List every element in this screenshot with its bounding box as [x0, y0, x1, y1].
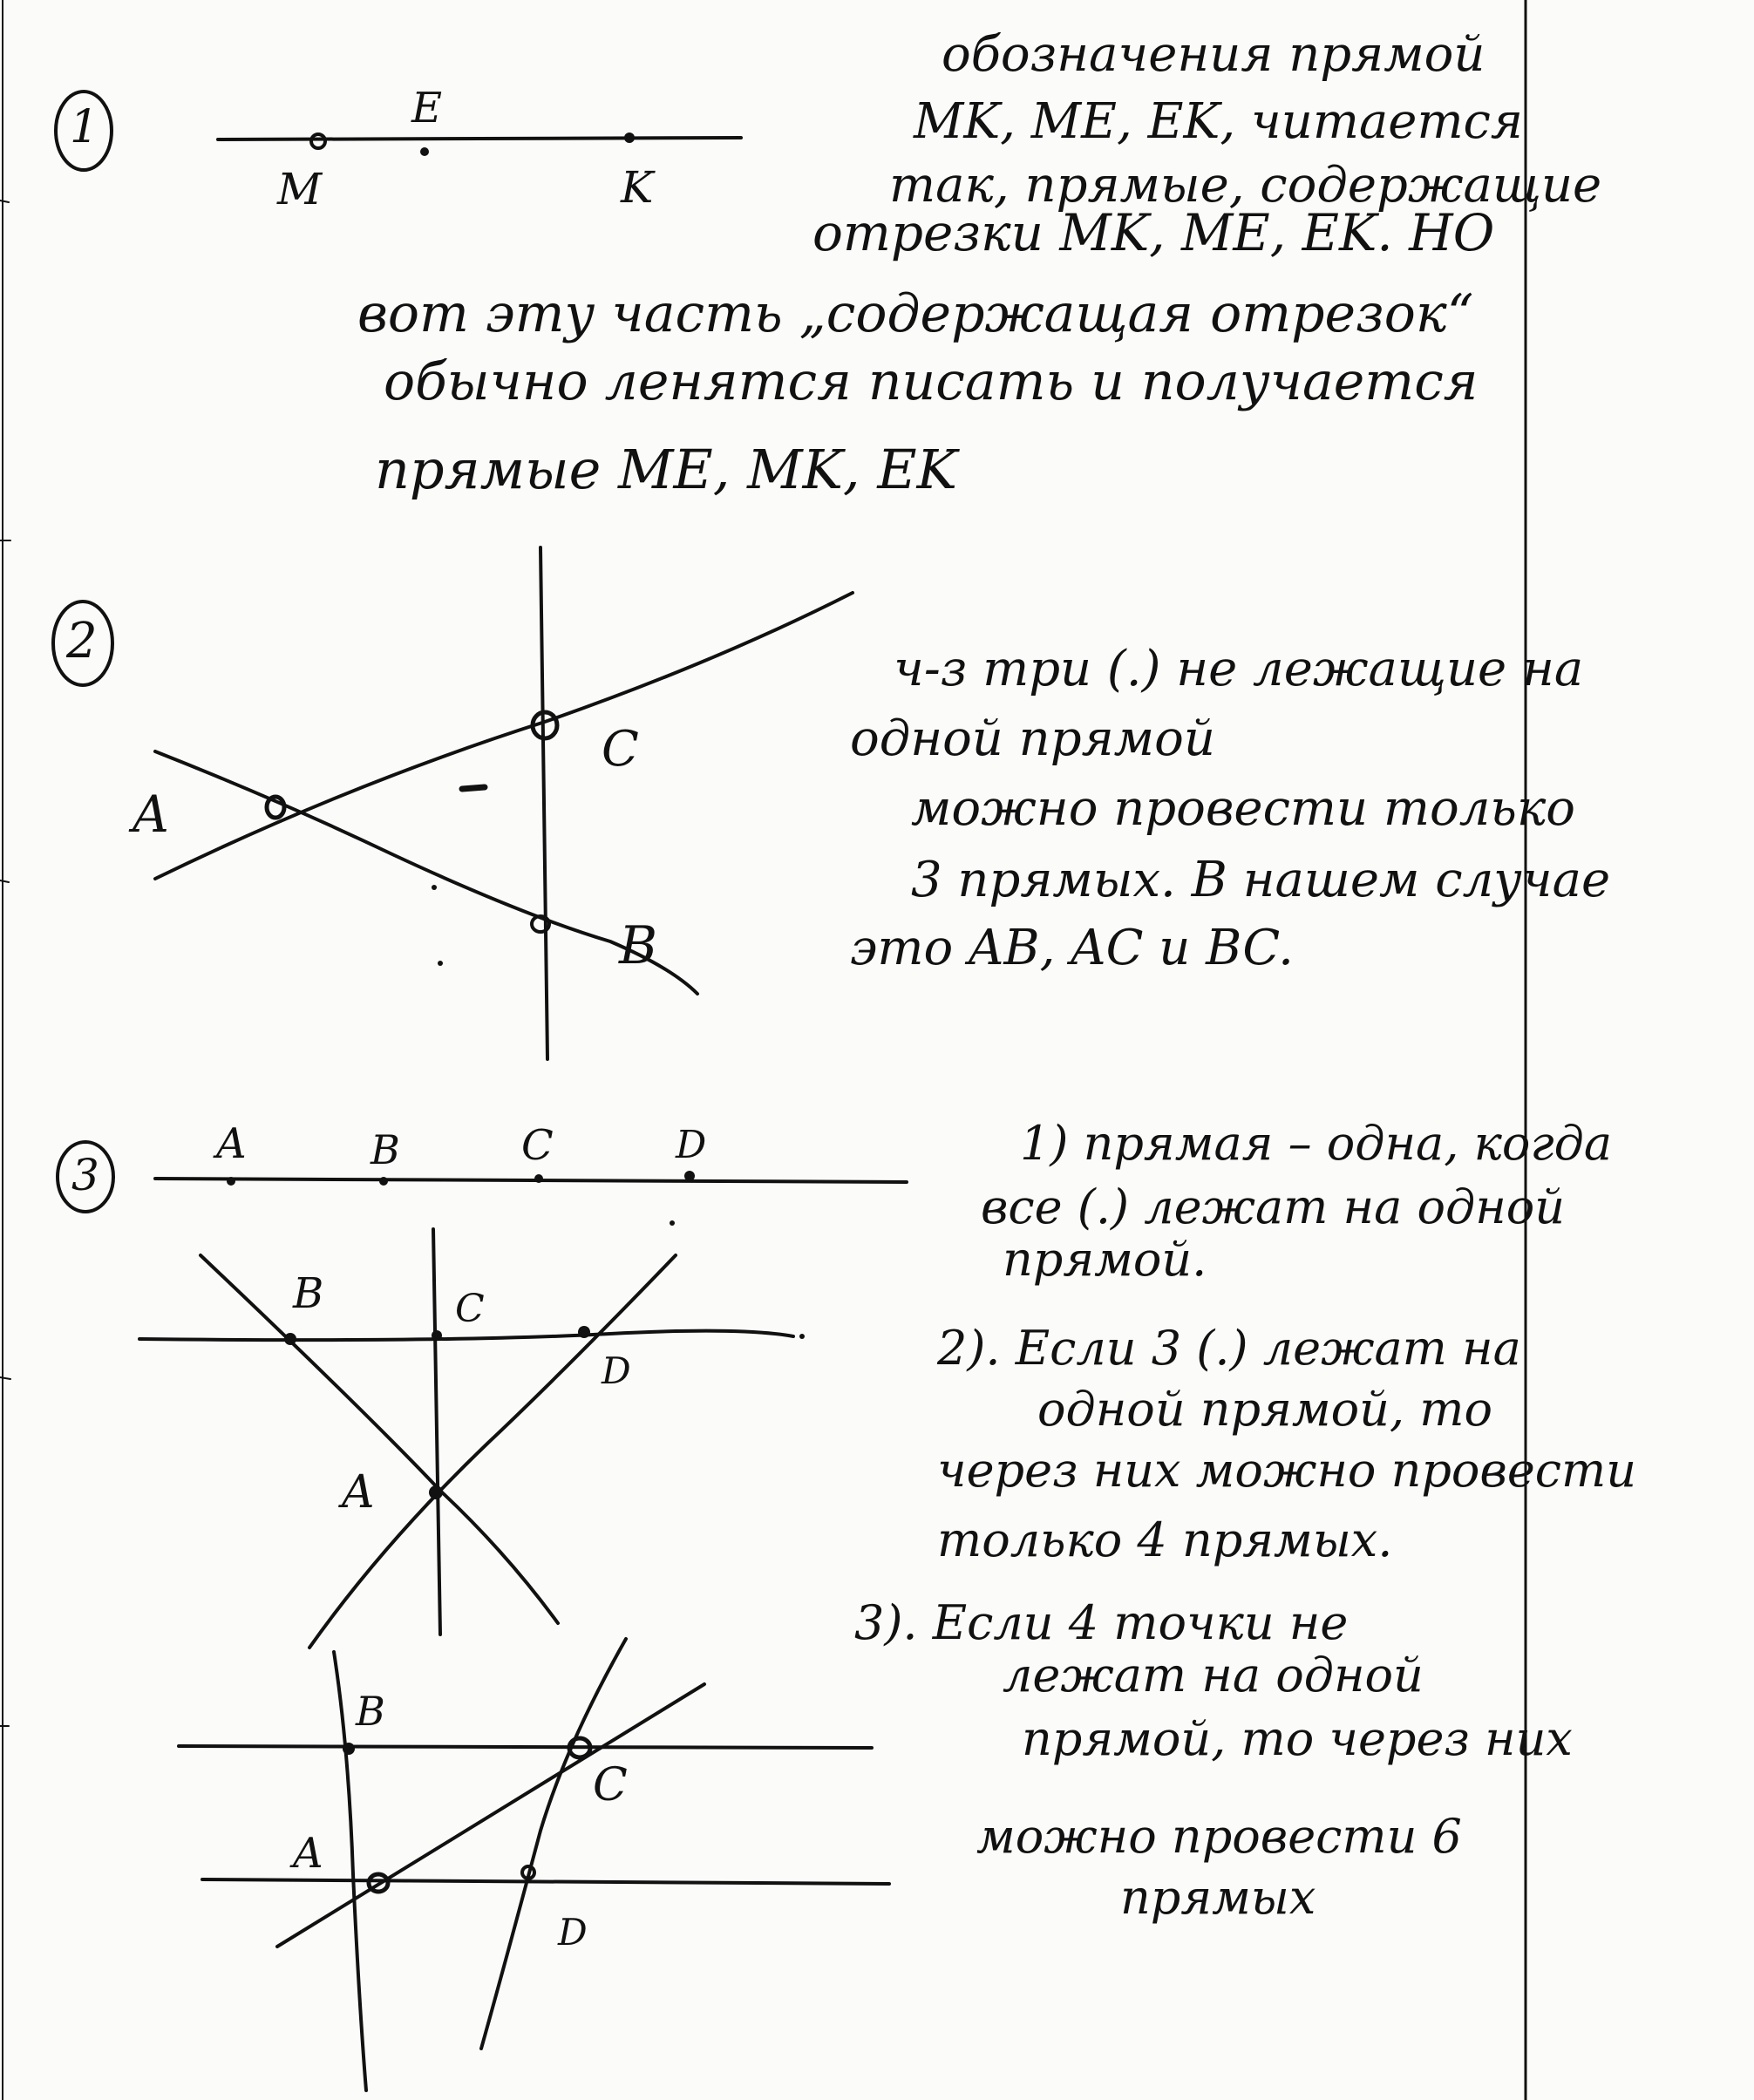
problem-2-text-line: одной прямой — [850, 710, 1215, 767]
problem-1-text-line: так, прямые, содержащие — [889, 157, 1602, 214]
fig1-label-d: D — [676, 1123, 707, 1167]
problem-2-text-line: это AB, AC и BC. — [850, 920, 1294, 976]
point-label-m: M — [277, 164, 323, 214]
problem-3-text-line: прямой. — [1003, 1232, 1207, 1287]
problem-3-text-line: прямых — [1120, 1870, 1316, 1925]
problem-1-text-line: вот эту часть „содержащая отрезок“ — [357, 283, 1474, 344]
fig1-label-c: C — [521, 1121, 554, 1170]
problem-1-text-line: прямые ME, MK, EK — [375, 438, 957, 501]
problem-2-text-line: ч-з три (.) не лежащие на — [894, 641, 1584, 697]
problem-3-figure-3 — [179, 1639, 889, 2090]
point-label-c: C — [602, 721, 639, 778]
fig2-label-c: C — [455, 1287, 485, 1331]
fig2-label-d: D — [602, 1349, 631, 1392]
problem-1-number: 1 — [70, 101, 99, 153]
problem-3-text-line: 3). Если 4 точки не — [854, 1595, 1349, 1650]
point-label-b: B — [619, 915, 658, 976]
problem-3-text-line: одной прямой, то — [1037, 1382, 1492, 1437]
fig2-label-b: B — [293, 1269, 324, 1318]
fig3-label-b: B — [356, 1688, 385, 1735]
fig2-label-a: A — [342, 1466, 375, 1519]
problem-1-text-line: MK, ME, EK, читается — [914, 93, 1523, 150]
problem-2-text-line: можно провести только — [911, 780, 1576, 837]
problem-3-text-line: прямой, то через них — [1022, 1711, 1573, 1766]
problem-1-text-line: отрезки MK, ME, EK. НО — [812, 203, 1495, 262]
problem-2-figure — [155, 547, 853, 1059]
problem-3-text-line: только 4 прямых. — [937, 1512, 1393, 1567]
problem-3-text-line: все (.) лежат на одной — [981, 1179, 1566, 1234]
fig1-label-a: A — [216, 1119, 247, 1168]
fig3-label-c: C — [593, 1759, 628, 1811]
problem-3-text-line: через них можно провести — [937, 1443, 1637, 1498]
problem-3-text-line: лежат на одной — [1003, 1648, 1424, 1702]
problem-3-text-line: 1) прямая – одна, когда — [1020, 1116, 1613, 1171]
problem-3-text-line: 2). Если 3 (.) лежат на — [937, 1321, 1521, 1376]
problem-2-text-line: 3 прямых. В нашем случае — [911, 852, 1611, 908]
problem-2-number: 2 — [66, 613, 98, 669]
fig3-label-a: A — [293, 1829, 323, 1878]
problem-3-text-line: можно провести 6 — [976, 1809, 1462, 1864]
problem-3-figure-1 — [155, 1171, 907, 1226]
point-label-a: A — [133, 785, 169, 844]
fig3-label-d: D — [558, 1911, 588, 1954]
fig1-label-b: B — [371, 1126, 400, 1173]
problem-1-text-line: обозначения прямой — [942, 26, 1485, 83]
problem-1-text-line: обычно ленятся писать и получается — [384, 351, 1479, 412]
point-label-e: E — [411, 84, 443, 133]
problem-1-figure — [218, 133, 741, 156]
problem-3-number: 3 — [71, 1150, 99, 1200]
point-label-k: K — [621, 162, 654, 213]
